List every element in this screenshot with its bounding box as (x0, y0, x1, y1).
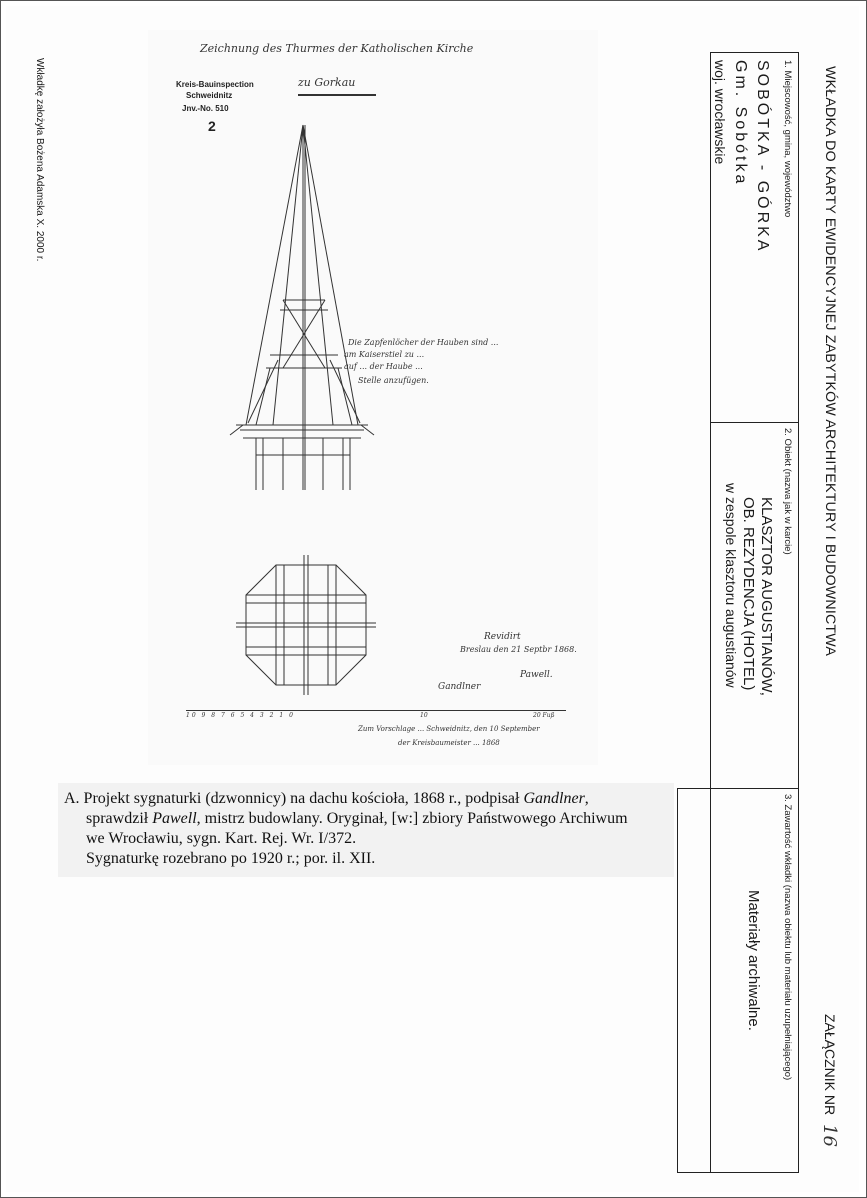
figure-caption (58, 783, 674, 877)
form-line-inner (798, 52, 799, 1172)
stamp-line-2: Schweidnitz (186, 91, 233, 100)
stamp-line-3: Jnv.-No. 510 (182, 104, 229, 113)
caption-author: Gandlner (523, 790, 585, 807)
spire-plan-drawing (236, 555, 376, 695)
drawing-note-1: Die Zapfenlöcher der Hauben sind ... (348, 338, 499, 347)
caption-line-1-suffix: , (584, 790, 589, 807)
signature-date: Breslau den 21 Septbr 1868. (460, 645, 577, 654)
author-note: Wkładkę założyła Bożena Adamska X. 2000 r. (34, 58, 45, 262)
field1-commune: Gm. Sobótka (732, 60, 749, 187)
caption-line-2-text: sprawdził (86, 810, 153, 827)
stamp-number: 2 (208, 118, 216, 134)
archival-drawing (148, 30, 598, 765)
field2-label: 2. Obiekt (nazwa jak w karcie) (782, 428, 793, 555)
drawing-note-3: auf ... der Haube ... (344, 362, 423, 371)
field1-place: SOBÓTKA - GÓRKA (754, 60, 771, 254)
drawing-footer-2: der Kreisbaumeister ... 1868 (398, 739, 500, 747)
field1-voivodeship: woj. wrocławskie (712, 60, 728, 165)
annex-label: ZAŁĄCZNIK NR (822, 1014, 838, 1116)
scale-left: 10 9 8 7 6 5 4 3 2 1 0 (186, 712, 295, 719)
field2-object-name: KLASZTOR AUGUSTIANÓW, (758, 497, 775, 696)
field1-label: 1. Miejscowość, gmina, województwo (782, 60, 793, 218)
form-header-title: WKŁADKA DO KARTY EWIDENCYJNEJ ZABYTKÓW ARCHITEKTURY I BUDOWNICTWA (822, 66, 838, 657)
field2-object-current: OB. REZYDENCJA (HOTEL) (740, 497, 757, 691)
drawing-place: zu Gorkau (298, 76, 356, 89)
field2-object-context: w zespole klasztoru augustianów (723, 483, 739, 688)
stamp-line-1: Kreis-Bauinspection (176, 80, 254, 89)
drawing-footer-1: Zum Vorschlage ... Schweidnitz, den 10 September (358, 725, 540, 733)
form-line-outer-left (710, 52, 711, 1172)
caption-line-1-text: A. Projekt sygnaturki (dzwonnicy) na dachu kościoła, 1868 r., podpisał (64, 790, 524, 807)
caption-checker: Pawell (152, 810, 197, 827)
form-line-bottom (677, 1172, 799, 1173)
form-line-top (710, 52, 799, 53)
field3-label: 3. Zawartość wkładki (nazwa obiektu lub materiału uzupełniającego) (782, 794, 793, 1081)
annex-number: 16 (819, 1124, 840, 1147)
scale-mid: 10 (420, 712, 428, 719)
scale-right: 20 Fuß (533, 712, 555, 719)
form-line-left-edge (677, 788, 678, 1173)
spire-elevation-drawing (148, 30, 598, 530)
form-line-sep1 (710, 422, 799, 423)
signature-pawell: Pawell. (520, 670, 553, 680)
caption-line-2-suffix: , mistrz budowlany. Oryginał, [w:] zbiory Państwowego Archiwum (196, 810, 628, 827)
caption-line-2 (86, 809, 628, 829)
drawing-title: Zeichnung des Thurmes der Katholischen Kirche (200, 42, 474, 55)
form-line-left-top (677, 788, 711, 789)
signature-gandlner: Gandlner (438, 682, 481, 692)
drawing-note-4: Stelle anzufügen. (358, 376, 429, 385)
field3-value: Materiały archiwalne. (745, 890, 762, 1031)
scale-bar (186, 710, 566, 711)
caption-line-4: Sygnaturkę rozebrano po 1920 r.; por. il. XII. (86, 850, 376, 867)
caption-line-3: we Wrocławiu, sygn. Kart. Rej. Wr. I/372. (86, 830, 357, 847)
drawing-note-2: am Kaiserstiel zu ... (344, 350, 425, 359)
caption-line-1 (64, 789, 589, 809)
form-line-sep2 (710, 788, 799, 789)
signature-revised: Revidirt (484, 632, 521, 642)
